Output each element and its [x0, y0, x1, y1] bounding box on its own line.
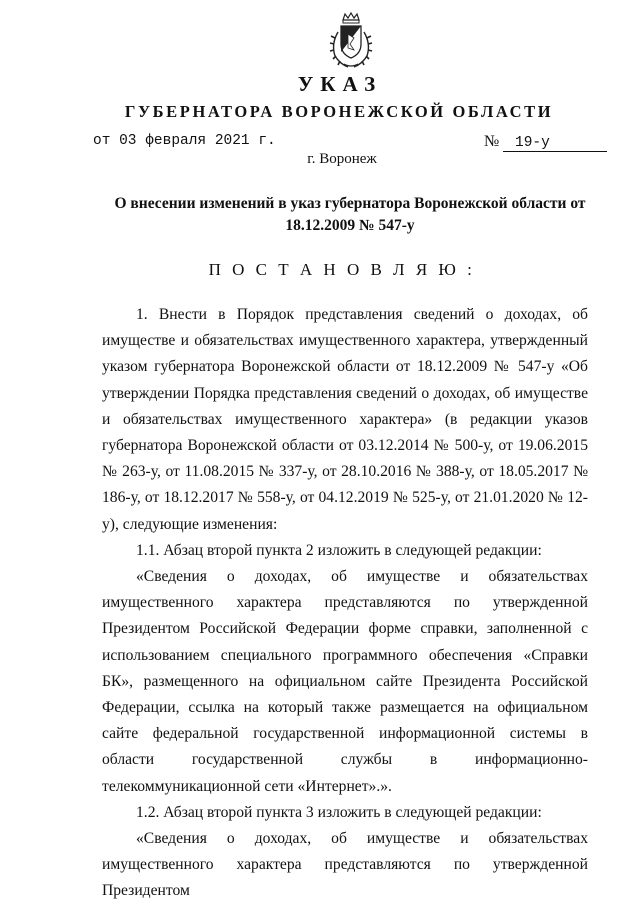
city-line: г. Воронеж [307, 151, 377, 167]
decree-resolution-word: П О С Т А Н О В Л Я Ю : [208, 260, 476, 279]
date-suffix: г. [258, 133, 276, 149]
paragraph-1-2: 1.2. Абзац второй пункта 3 изложить в следующей редакции: [136, 803, 542, 821]
date-line [93, 133, 276, 149]
issuer-heading: ГУБЕРНАТОРА ВОРОНЕЖСКОЙ ОБЛАСТИ [124, 102, 554, 121]
document-type-heading: УКАЗ [297, 72, 383, 96]
paragraph-1-1: 1.1. Абзац второй пункта 2 изложить в следующей редакции: [136, 541, 542, 559]
paragraph-1-1-quote: «Сведения о доходах, об имуществе и обязательствах имущественного характера представляются по утвержденной Президентом Российской Федерации форме справки, заполненной с использованием специального программного обеспечения «Справки БК», размещенного на официальном сайте Президента Российской Федерации, ссылка на который также размещается на официальном сайте федеральной государственной информационной системы в области государственной службы в информационно-телекоммуникационной сети «Интернет».». [102, 568, 588, 795]
date-prefix: от [93, 133, 111, 149]
document-number-line [484, 133, 607, 152]
decree-title: О внесении изменений в указ губернатора Воронежской области от 18.12.2009 № 547-у [114, 195, 586, 234]
coat-of-arms-emblem [326, 12, 376, 70]
date-value: 03 февраля 2021 [119, 133, 250, 149]
paragraph-1-2-quote: «Сведения о доходах, об имуществе и обязательствах имущественного характера представляются по утвержденной Президентом [102, 830, 588, 900]
paragraph-1: 1. Внести в Порядок представления сведений о доходах, об имуществе и обязательствах имущественного характера, утвержденный указом губернатора Воронежской области от 18.12.2009 № 547-у «Об утверждении Порядка представления сведений о доходах, об имуществе и обязательствах имущественного характера» (в редакции указов губернатора Воронежской области от 03.12.2014 № 500-у, от 19.06.2015 № 263-у, от 11.08.2015 № 337-у, от 28.10.2016 № 388-у, от 18.05.2017 № 186-у, от 18.12.2017 № 558-у, от 04.12.2019 № 525-у, от 21.01.2020 № 12-у), следующие изменения: [102, 306, 588, 533]
document-number: 19-у [503, 135, 607, 152]
decree-body [102, 302, 588, 905]
coat-of-arms-icon [326, 12, 376, 70]
number-sign: № [484, 133, 500, 150]
